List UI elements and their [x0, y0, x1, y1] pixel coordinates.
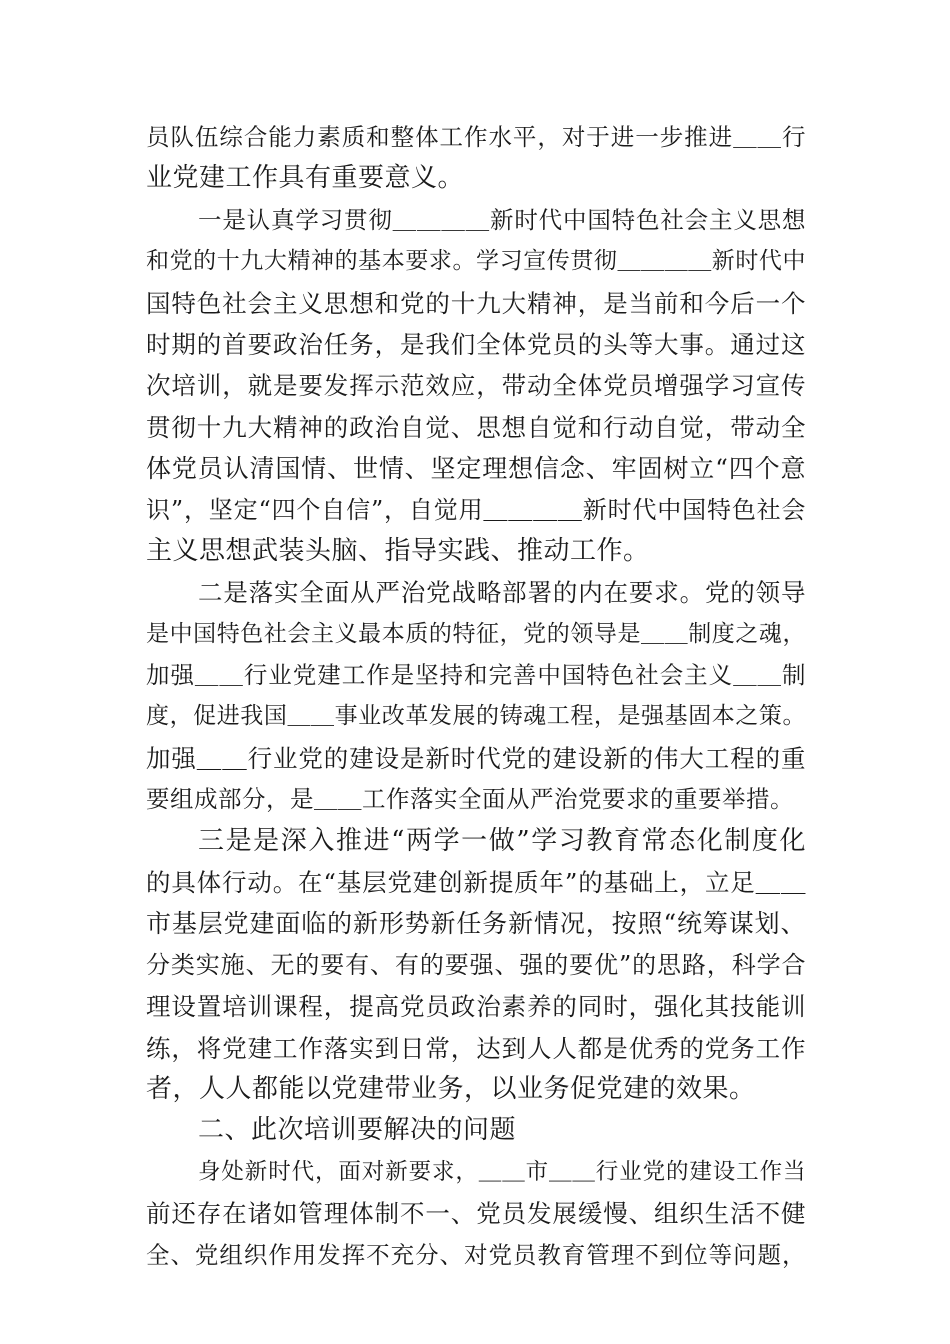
text-line: 业党建工作具有重要意义。 — [146, 163, 465, 194]
paragraph-first-line: 三是是深入推进“两学一做”学习教育常态化制度化 — [198, 825, 806, 856]
text-line: 练，将党建工作落实到日常，达到人人都是优秀的党务工作 — [146, 1033, 806, 1063]
text-line: 识”，坚定“四个自信”，自觉用＿＿＿＿新时代中国特色社会 — [146, 495, 806, 524]
text-line: 是中国特色社会主义最本质的特征，党的领导是＿＿制度之魂， — [146, 620, 806, 647]
text-line: 的具体行动。在“基层党建创新提质年”的基础上，立足＿＿ — [146, 868, 806, 898]
text-line: 分类实施、无的要有、有的要强、强的要优”的思路，科学合 — [146, 950, 806, 979]
text-line: 度，促进我国＿＿事业改革发展的铸魂工程，是强基固本之策。 — [146, 703, 806, 730]
text-line: 员队伍综合能力素质和整体工作水平，对于进一步推进＿＿行 — [146, 123, 806, 151]
text-line: 加强＿＿行业党建工作是坚持和完善中国特色社会主义＿＿制 — [146, 661, 806, 690]
text-line: 市基层党建面临的新形势新任务新情况，按照“统筹谋划、 — [146, 909, 806, 939]
text-line: 主义思想武装头脑、指导实践、推动工作。 — [146, 535, 650, 566]
paragraph-first-line: 身处新时代，面对新要求，＿＿市＿＿行业党的建设工作当 — [198, 1158, 806, 1185]
text-line: 次培训，就是要发挥示范效应，带动全体党员增强学习宣传 — [146, 371, 806, 401]
section-heading: 二、此次培训要解决的问题 — [198, 1115, 517, 1146]
text-line: 加强＿＿行业党的建设是新时代党的建设新的伟大工程的重 — [146, 743, 806, 773]
text-line: 理设置培训课程，提高党员政治素养的同时，强化其技能训 — [146, 992, 806, 1022]
text-line: 贯彻十九大精神的政治自觉、思想自觉和行动自觉，带动全 — [146, 412, 806, 442]
text-line: 和党的十九大精神的基本要求。学习宣传贯彻＿＿＿＿新时代中 — [146, 248, 806, 275]
text-line: 前还存在诸如管理体制不一、党员发展缓慢、组织生活不健 — [146, 1199, 806, 1229]
text-line: 要组成部分，是＿＿工作落实全面从严治党要求的重要举措。 — [146, 785, 794, 814]
text-line: 全、党组织作用发挥不充分、对党员教育管理不到位等问题， — [146, 1240, 806, 1269]
text-line: 国特色社会主义思想和党的十九大精神，是当前和今后一个 — [146, 288, 806, 318]
text-line: 时期的首要政治任务，是我们全体党员的头等大事。通过这 — [146, 329, 806, 359]
text-line: 体党员认清国情、世情、坚定理想信念、牢固树立“四个意 — [146, 454, 806, 484]
text-line: 者，人人都能以党建带业务，以业务促党建的效果。 — [146, 1073, 756, 1104]
paragraph-first-line: 一是认真学习贯彻＿＿＿＿新时代中国特色社会主义思想 — [198, 205, 806, 234]
body-text — [146, 117, 806, 1276]
paragraph-first-line: 二是落实全面从严治党战略部署的内在要求。党的领导 — [198, 578, 806, 608]
